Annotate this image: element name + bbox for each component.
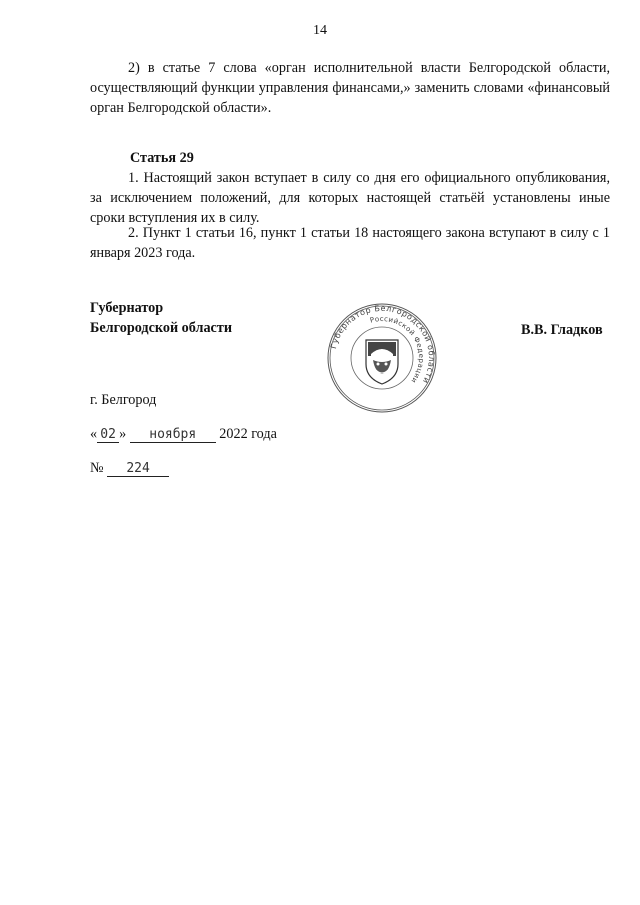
date-close-quote: » [119,426,127,442]
number-value: 224 [107,461,169,477]
date-day: 02 [97,427,119,443]
article-point-2: 2. Пункт 1 статьи 16, пункт 1 статьи 18 настоящего закона вступают в силу с 1 января 2023 года. [90,225,610,261]
document-number [90,460,169,477]
coat-of-arms-icon [366,340,398,384]
date-open-quote: « [90,426,98,442]
seal-outer-text: Губернатор Белгородской области [328,303,437,386]
signatory-title [90,298,232,338]
seal-inner-text: Российской Федерации [369,314,426,385]
article-point-1: 1. Настоящий закон вступает в силу со дня его официального опубликования, за исключением положений, для которых настоящей статьёй установлены иные сроки вступления их в силу. [90,170,610,226]
place-of-signing: г. Белгород [90,392,157,408]
signatory-name: В.В. Гладков [521,322,603,338]
date-month: ноября [130,427,216,443]
clause-2: 2) в статье 7 слова «орган исполнительной власти Белгородской области, осуществляющий функции управления финансами,» заменить словами «финансовый орган Белгородской области». [90,60,610,116]
signatory-title-line1: Губернатор [90,300,164,316]
signatory-title-line2: Белгородской области [90,320,232,336]
official-seal [326,302,438,414]
date-year: 2022 года [219,426,277,442]
signing-date [90,426,277,443]
article-heading: Статья 29 [130,150,194,166]
number-sign: № [90,460,104,476]
page-number: 14 [313,23,327,38]
